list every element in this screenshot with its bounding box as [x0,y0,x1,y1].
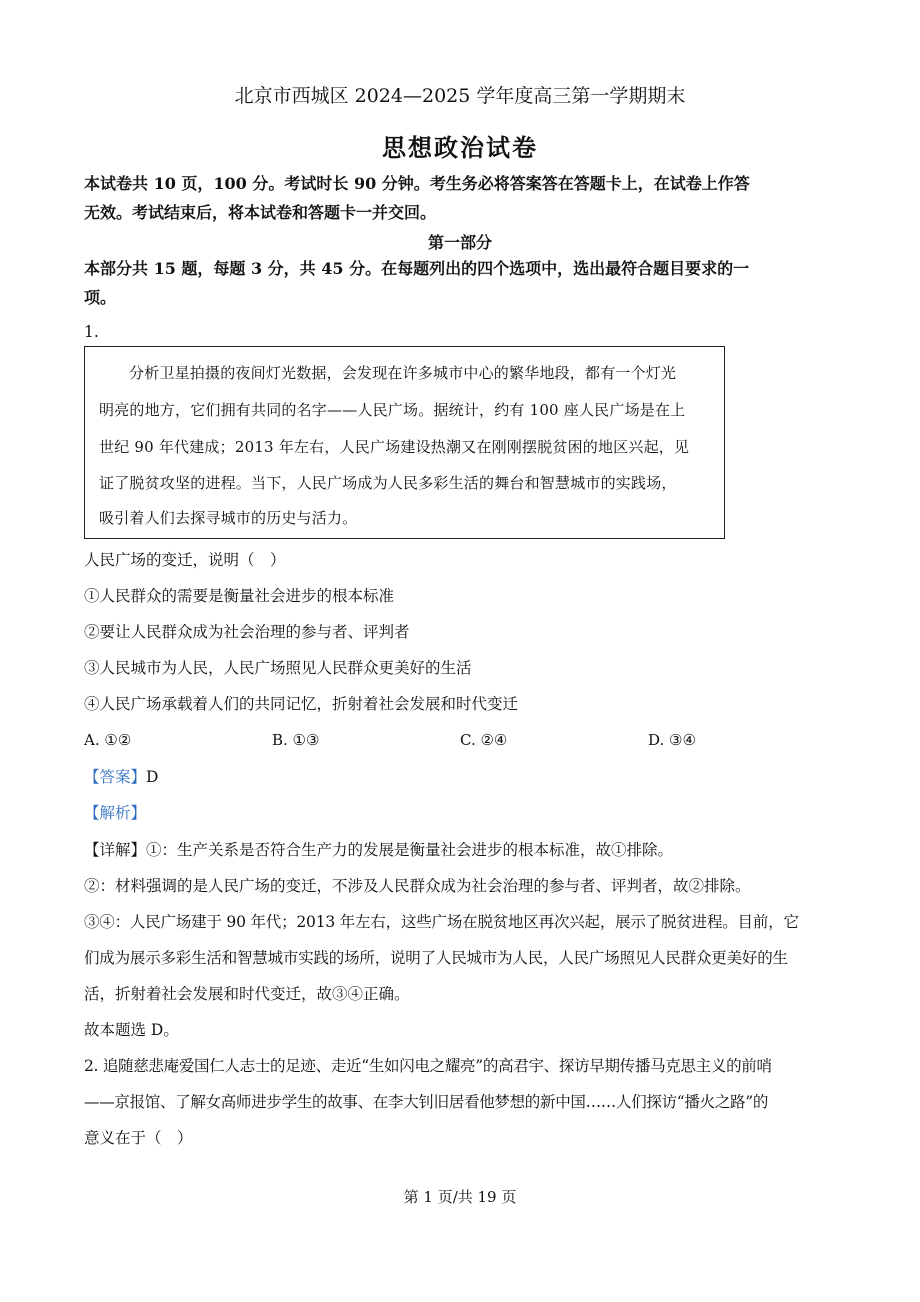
answer-row [84,767,844,787]
question-1-statement-2: ②要让人民群众成为社会治理的参与者、评判者 [84,623,410,641]
answer-value: D [146,768,159,786]
detail-line-1 [84,840,844,860]
detail-label: 【详解】 [84,841,147,859]
option-c: C. ②④ [460,731,508,749]
question-1-stem: 人民广场的变迁，说明（ ） [84,551,286,569]
option-a: A. ①② [84,731,132,749]
question-2-line-1: 2. 追随慈悲庵爱国仁人志士的足迹、走近“生如闪电之耀亮”的高君宇、探访早期传播马克思主义的前哨 [84,1057,772,1075]
answer-label: 【答案】 [84,768,147,786]
detail-line-2: ②：材料强调的是人民广场的变迁，不涉及人民群众成为社会治理的参与者、评判者，故②排除。 [84,877,751,895]
part-desc-line-2: 项。 [84,288,117,307]
question-1-statement-3: ③人民城市为人民，人民广场照见人民群众更美好的生活 [84,659,472,677]
material-line-1: 分析卫星拍摄的夜间灯光数据，会发现在许多城市中心的繁华地段，都有一个灯光 [129,364,677,382]
question-1-material-box [84,346,725,539]
analysis-label: 【解析】 [84,804,147,822]
page-footer: 第 1 页/共 19 页 [403,1188,517,1206]
question-2-line-3: 意义在于（ ） [84,1129,193,1147]
option-d: D. ③④ [648,731,696,749]
detail-line-6: 故本题选 D。 [84,1021,179,1039]
detail-line-5: 活，折射着社会发展和时代变迁，故③④正确。 [84,985,410,1003]
detail-line-3: ③④：人民广场建于 90 年代；2013 年左右，这些广场在脱贫地区再次兴起，展示了脱贫进程。目前，它 [84,913,799,931]
material-line-4: 证了脱贫攻坚的进程。当下，人民广场成为人民多彩生活的舞台和智慧城市的实践场， [99,474,677,492]
material-line-2: 明亮的地方，它们拥有共同的名字——人民广场。据统计，约有 100 座人民广场是在上 [99,401,686,419]
intro-line-2: 无效。考试结束后，将本试卷和答题卡一并交回。 [84,203,437,222]
part-desc-line-1: 本部分共 15 题，每题 3 分，共 45 分。在每题列出的四个选项中，选出最符合题目要求的一 [84,259,750,278]
detail-text-1: ①：生产关系是否符合生产力的发展是衡量社会进步的根本标准，故①排除。 [146,841,674,859]
material-line-5: 吸引着人们去探寻城市的历史与活力。 [99,509,358,527]
question-2-line-2: ——京报馆、了解女高师进步学生的故事、在李大钊旧居看他梦想的新中国……人们探访“播火之路”的 [84,1093,769,1111]
detail-line-4: 们成为展示多彩生活和智慧城市实践的场所，说明了人民城市为人民，人民广场照见人民群众更美好的生 [84,949,788,967]
part-title: 第一部分 [427,233,492,252]
material-line-3: 世纪 90 年代建成；2013 年左右，人民广场建设热潮又在刚刚摆脱贫困的地区兴起，见 [99,438,690,456]
intro-line-1: 本试卷共 10 页，100 分。考试时长 90 分钟。考生务必将答案答在答题卡上，在试卷上作答 [84,174,750,193]
question-1-statement-4: ④人民广场承载着人们的共同记忆，折射着社会发展和时代变迁 [84,695,519,713]
exam-header-title: 北京市西城区 2024—2025 学年度高三第一学期期末 [234,85,686,107]
question-1-statement-1: ①人民群众的需要是衡量社会进步的根本标准 [84,587,395,605]
exam-subject-title: 思想政治试卷 [382,133,538,162]
option-b: B. ①③ [272,731,320,749]
question-1-number: 1. [84,323,99,341]
